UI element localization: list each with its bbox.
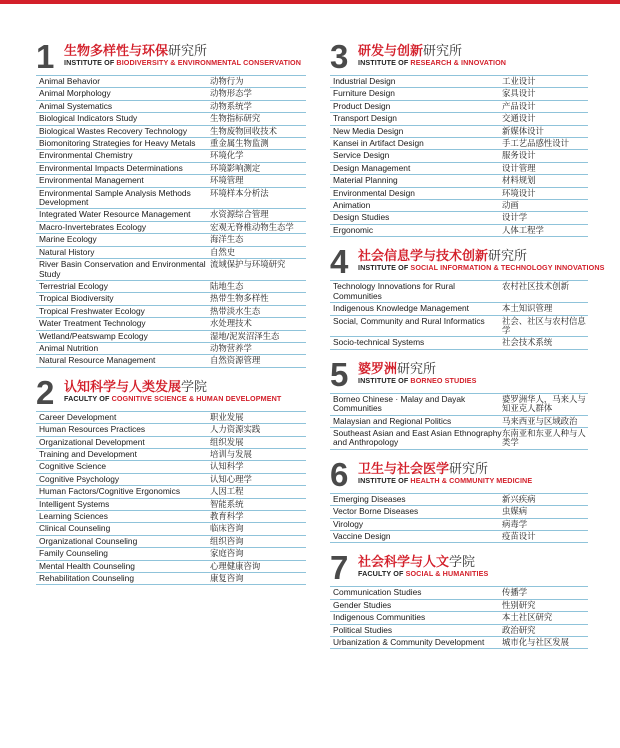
section-number: 5 [330,355,349,393]
program-row [330,494,588,506]
program-name-zh: 本土知识管理 [502,303,553,314]
program-row [36,234,306,246]
section-en-regular: FACULTY OF [358,569,406,579]
section-header [36,373,306,411]
section-title-accent: 社会科学与人文 [358,554,450,570]
program-section [330,38,588,237]
program-row [330,76,588,88]
program-name-zh: 婆罗洲华人，马来人与知亚克人群体 [502,393,586,414]
program-row [330,600,588,612]
program-row [330,506,588,518]
program-row [36,511,306,523]
section-titles [358,460,532,485]
section-title-accent: 社会信息学与技术创新 [358,248,489,264]
program-name-en: Technology Innovations for Rural Communities [333,281,455,301]
program-name-en: Human Resources Practices [39,424,146,435]
program-name-en: Design Management [333,162,411,173]
section-titles [358,360,477,385]
program-name-zh: 环境影响测定 [210,162,261,173]
program-row [36,474,306,486]
program-row [36,222,306,234]
section-en-accent: SOCIAL INFORMATION & TECHNOLOGY INNOVATIONS [410,263,605,273]
program-name-zh: 临床咨询 [210,523,244,534]
section-title-regular: 研究所 [168,43,208,58]
program-row [36,437,306,449]
program-name-zh: 自然史 [210,246,236,257]
section-titles [64,42,301,67]
section-title-regular: 学院 [449,554,476,570]
program-name-zh: 组织咨询 [210,535,244,546]
section-header [330,38,588,75]
program-name-en: Marine Ecology [39,234,97,245]
program-name-en: Learning Sciences [39,511,108,521]
program-name-zh: 设计学 [502,212,528,223]
program-name-zh: 本土社区研究 [502,612,553,623]
program-row [330,225,588,237]
program-name-en: Animal Behavior [39,76,100,86]
program-name-zh: 性别研究 [502,599,536,610]
section-en-regular: INSTITUTE OF [358,263,411,273]
program-row [36,343,306,355]
section-en-accent: BORNEO STUDIES [410,375,477,385]
program-name-en: Service Design [333,150,390,161]
program-name-zh: 材料规划 [502,175,536,186]
program-name-zh: 疫苗设计 [502,530,536,541]
program-name-zh: 海洋生态 [210,234,244,245]
program-name-en: Animal Systematics [39,100,113,111]
program-name-zh: 生物指标研究 [210,113,261,124]
program-name-zh: 康复咨询 [210,573,244,584]
program-row [330,637,588,649]
section-header [36,38,306,75]
program-row [36,424,306,436]
program-row [330,612,588,624]
program-name-zh: 流域保护与环境研究 [210,259,286,270]
program-name-en: Family Counseling [39,548,108,559]
section-title-zh [358,248,588,263]
program-row [36,486,306,498]
program-name-zh: 培训与发展 [210,448,252,459]
section-title-zh [64,379,281,394]
program-name-zh: 人力资源实践 [210,424,261,435]
program-name-zh: 重金属生物监测 [210,138,269,149]
program-row [36,88,306,100]
program-name-en: Kansei in Artifact Design [333,138,424,149]
program-name-zh: 家具设计 [502,88,536,99]
program-name-en: Natural Resource Management [39,355,156,366]
section-header [330,549,588,587]
program-name-en: Biological Wastes Recovery Technology [39,125,188,136]
program-name-zh: 虫媒病 [502,506,528,517]
program-name-zh: 认知心理学 [210,473,252,484]
program-name-zh: 马来西亚与区域政治 [502,415,578,426]
program-name-en: Animal Morphology [39,88,111,99]
program-name-en: Malaysian and Regional Politics [333,415,452,426]
program-name-en: Terrestrial Ecology [39,280,108,291]
program-name-zh: 设计管理 [502,162,536,173]
program-row [330,519,588,531]
program-name-en: Tropical Freshwater Ecology [39,305,145,316]
section-title-regular: 研究所 [488,248,528,264]
program-row [36,293,306,305]
program-name-en: Furniture Design [333,88,395,99]
section-title-en [358,58,506,67]
section-title-accent: 婆罗洲 [358,360,398,376]
program-name-zh: 陆地生态 [210,280,244,291]
program-row [36,355,306,367]
program-row [36,523,306,535]
program-name-zh: 热带淡水生态 [210,305,261,316]
program-name-zh: 水资源综合管理 [210,209,269,220]
top-accent-bar [0,0,620,4]
program-row [330,163,588,175]
program-name-en: Rehabilitation Counseling [39,573,134,584]
program-name-en: New Media Design [333,125,404,136]
program-name-zh: 组织发展 [210,436,244,447]
section-header [330,355,588,393]
program-row [330,625,588,637]
program-name-en: Vaccine Design [333,530,391,541]
program-row [36,548,306,560]
program-row [36,573,306,585]
program-row [330,138,588,150]
program-list [330,75,588,237]
program-name-zh: 热带生物多样性 [210,293,269,304]
program-name-zh: 家庭咨询 [210,548,244,559]
program-name-zh: 东南亚和东亚人种与人类学 [502,427,586,448]
program-row [36,150,306,162]
program-list [36,411,306,586]
program-row [330,175,588,187]
program-row [330,531,588,543]
section-header [330,243,605,281]
program-row [330,337,588,349]
program-name-zh: 生物废物回收技术 [210,125,277,136]
program-name-en: Gender Studies [333,599,392,610]
program-name-en: Environmental Design [333,187,415,198]
program-row [330,113,588,125]
section-number: 4 [330,243,349,281]
program-row [36,281,306,293]
program-name-zh: 社会、社区与农村信息学 [502,315,586,335]
program-name-en: Environmental Management [39,175,144,186]
program-list [330,493,588,544]
program-name-zh: 交通设计 [502,113,536,124]
program-name-zh: 病毒学 [502,518,528,529]
program-name-en: Material Planning [333,175,398,186]
program-name-en: Socio-technical Systems [333,337,425,348]
program-name-en: Environmental Chemistry [39,150,133,161]
program-name-en: Macro-Invertebrates Ecology [39,221,147,232]
program-row [36,101,306,113]
section-title-regular: 研究所 [449,460,489,476]
program-name-zh: 环境管理 [210,175,244,186]
section-title-en [64,394,281,403]
program-name-zh: 产品设计 [502,100,536,111]
section-number: 2 [36,373,55,411]
program-name-en: Organizational Development [39,436,145,447]
program-name-en: Biomonitoring Strategies for Heavy Metals [39,138,196,149]
program-row [330,101,588,113]
program-name-en: Virology [333,518,364,529]
program-name-zh: 动画 [502,200,519,211]
program-row [36,412,306,424]
section-number: 1 [36,38,55,75]
program-row [330,188,588,200]
program-name-en: Mental Health Counseling [39,560,135,571]
program-row [36,461,306,473]
program-section [330,243,605,349]
program-name-en: Wetland/Peatswamp Ecology [39,330,148,341]
program-name-en: Environmental Sample Analysis Methods Development [39,187,191,208]
program-name-zh: 认知科学 [210,461,244,472]
section-title-regular: 学院 [181,378,208,394]
section-en-regular: INSTITUTE OF [358,375,411,385]
program-row [36,76,306,88]
program-row [330,150,588,162]
program-row [36,113,306,125]
program-name-en: Training and Development [39,448,137,459]
section-number: 6 [330,455,349,493]
left-column [36,38,306,595]
program-name-en: Clinical Counseling [39,523,111,534]
program-name-en: River Basin Conservation and Environmental Study [39,259,206,279]
program-name-zh: 传播学 [502,587,528,598]
section-number: 7 [330,549,349,587]
section-title-accent: 研发与创新 [358,43,424,58]
section-titles [358,247,605,273]
program-name-en: Animal Nutrition [39,342,99,353]
section-title-en [358,569,488,578]
program-row [36,138,306,150]
section-title-en [358,263,605,273]
program-row [330,88,588,100]
section-title-accent: 认知科学与人类发展 [64,378,182,394]
program-row [330,587,588,599]
program-row [36,499,306,511]
program-row [36,536,306,548]
program-name-zh: 工业设计 [502,76,536,86]
program-name-zh: 动物营养学 [210,342,252,353]
program-name-en: Organizational Counseling [39,535,138,546]
section-title-en [358,376,477,385]
right-column [330,38,605,659]
program-row [36,449,306,461]
program-name-en: Indigenous Communities [333,612,426,623]
program-section [36,373,306,586]
section-number: 3 [330,38,349,75]
program-name-en: Cognitive Psychology [39,473,120,484]
program-name-en: Animation [333,200,371,211]
program-row [330,281,588,303]
section-titles [64,378,281,403]
program-row [36,175,306,187]
program-row [330,303,588,315]
program-row [36,188,306,210]
program-name-zh: 动物系统学 [210,100,252,111]
section-title-regular: 研究所 [423,43,463,58]
program-name-en: Industrial Design [333,76,396,86]
program-name-zh: 动物形态学 [210,88,252,99]
program-name-zh: 环境样本分析法 [210,187,269,198]
program-name-en: Vector Borne Diseases [333,506,419,517]
program-name-zh: 手工艺品感性设计 [502,138,569,149]
program-name-en: Career Development [39,411,117,422]
program-name-zh: 自然资源管理 [210,355,261,366]
section-en-regular: INSTITUTE OF [358,475,411,485]
program-row [330,394,588,416]
section-en-accent: COGNITIVE SCIENCE & HUMAN DEVELOPMENT [111,393,282,403]
section-header [330,455,588,493]
program-name-zh: 职业发展 [210,411,244,422]
program-section [330,455,588,544]
program-name-en: Communication Studies [333,587,422,598]
section-titles [358,42,506,67]
program-row [330,428,588,450]
program-section [330,549,588,649]
section-title-en [358,476,532,485]
section-en-regular: INSTITUTE OF [358,58,411,67]
program-row [36,259,306,281]
program-name-en: Human Factors/Cognitive Ergonomics [39,486,181,497]
program-row [330,212,588,224]
program-row [36,561,306,573]
program-name-zh: 教育科学 [210,511,244,521]
section-en-regular: INSTITUTE OF [64,58,117,67]
section-title-en [64,58,301,67]
section-title-accent: 生物多样性与环保 [64,43,169,58]
program-row [36,126,306,138]
section-title-zh [358,554,488,569]
program-name-en: Political Studies [333,624,393,635]
section-title-zh [64,43,301,58]
section-title-zh [358,361,477,376]
program-name-zh: 人体工程学 [502,224,544,235]
section-en-accent: SOCIAL & HUMANITIES [405,569,489,579]
program-row [36,209,306,221]
program-name-en: Urbanization & Community Development [333,637,485,647]
program-list [330,393,588,450]
program-name-zh: 农村社区技术创新 [502,281,569,292]
program-name-en: Emerging Diseases [333,493,406,504]
program-name-en: Southeast Asian and East Asian Ethnography and Anthropology [333,427,502,448]
program-name-en: Indigenous Knowledge Management [333,303,469,314]
program-row [330,200,588,212]
program-name-en: Integrated Water Resource Management [39,209,191,220]
program-row [36,163,306,175]
program-name-zh: 服务设计 [502,150,536,161]
program-section [330,355,588,450]
program-name-zh: 智能系统 [210,498,244,509]
program-name-zh: 宏观无脊椎动物生态学 [210,221,294,232]
program-name-zh: 新兴疾病 [502,493,536,504]
program-name-zh: 社会技术系统 [502,337,553,348]
program-name-zh: 湿地/泥炭沼泽生态 [210,330,280,341]
program-name-en: Cognitive Science [39,461,107,472]
program-name-zh: 政治研究 [502,624,536,635]
section-title-accent: 卫生与社会医学 [358,460,450,476]
program-name-zh: 水处理技术 [210,318,252,329]
section-en-regular: FACULTY OF [64,393,112,403]
program-name-zh: 环境化学 [210,150,244,161]
program-list [330,586,588,649]
program-name-en: Environmental Impacts Determinations [39,162,183,173]
program-row [36,318,306,330]
section-en-accent: HEALTH & COMMUNITY MEDICINE [410,475,533,485]
section-en-accent: RESEARCH & INNOVATION [410,58,507,67]
section-title-zh [358,461,532,476]
program-name-zh: 人因工程 [210,486,244,497]
program-name-zh: 城市化与社区发展 [502,637,569,647]
program-name-en: Ergonomic [333,224,374,235]
section-title-regular: 研究所 [397,360,437,376]
program-list [330,280,588,349]
program-name-en: Transport Design [333,113,397,124]
section-en-accent: BIODIVERSITY & ENVIRONMENTAL CONSERVATION [116,58,302,67]
program-name-zh: 动物行为 [210,76,244,86]
program-row [36,331,306,343]
program-name-en: Product Design [333,100,391,111]
program-list [36,75,306,368]
section-title-zh [358,43,506,58]
program-name-en: Tropical Biodiversity [39,293,114,304]
program-name-en: Intelligent Systems [39,498,110,509]
section-titles [358,553,488,578]
program-row [36,247,306,259]
program-name-en: Borneo Chinese · Malay and Dayak Communities [333,393,466,414]
program-name-zh: 新媒体设计 [502,125,544,136]
program-section [36,38,306,368]
program-name-zh: 心理健康咨询 [210,560,261,571]
program-name-en: Water Treatment Technology [39,318,146,329]
program-name-en: Natural History [39,246,95,257]
program-name-en: Design Studies [333,212,390,223]
program-name-en: Biological Indicators Study [39,113,138,124]
program-row [36,306,306,318]
program-row [330,416,588,428]
program-row [330,316,588,338]
program-name-en: Social, Community and Rural Informatics [333,315,485,326]
program-row [330,126,588,138]
program-name-zh: 环境设计 [502,187,536,198]
